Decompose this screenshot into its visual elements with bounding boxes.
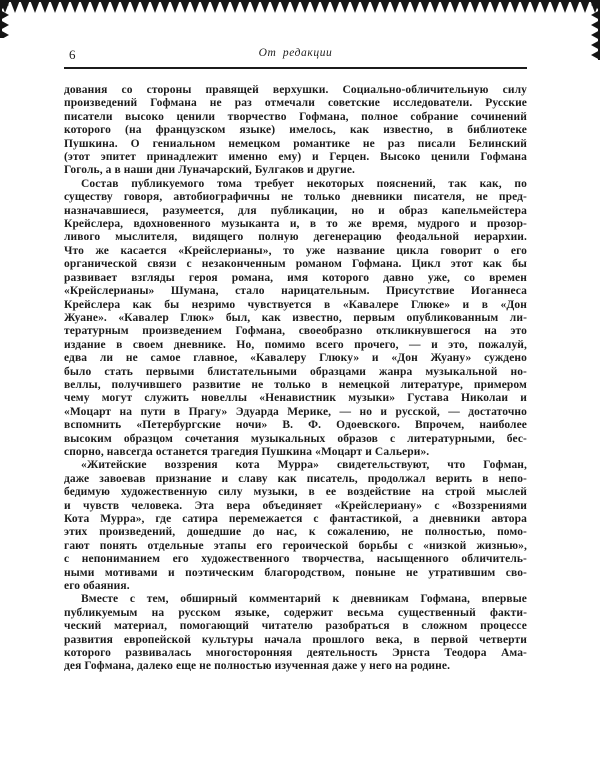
body-text [64, 84, 527, 674]
text-line: которого развивалась многосторонняя деятельность Эрнста Теодора Ама- [64, 647, 527, 660]
text-line: вспомнить «Петербургские ночи» В. Ф. Одоевского. Впрочем, наиболее [64, 419, 527, 432]
text-line: (этот эпитет принадлежит именно ему) и Герцен. Высоко ценили Гофмана [64, 151, 527, 164]
text-line: «Моцарт на пути в Прагу» Эдуарда Мерике, — но и русской, — достаточно [64, 405, 527, 418]
paragraph [64, 593, 527, 673]
text-line: дования со стороны правящей верхушки. Социально-обличительную силу [64, 84, 527, 96]
header-rule [64, 67, 527, 69]
scan-edge-right [591, 0, 600, 60]
text-line: развития европейской культуры начала прошлого века, в первой четверти [64, 633, 527, 646]
text-line: «Житейские воззрения кота Мурра» свидетельствуют, что Гофман, [81, 459, 527, 472]
paragraph [64, 178, 527, 460]
text-line: с непониманием его художественного творчества, насыщенного обличитель- [64, 553, 527, 566]
text-line: Состав публикуемого тома требует некоторых пояснений, так как, по [81, 177, 527, 190]
text-line: бедимую художественную силу музыки, в ее воздействие на строй мыслей [64, 486, 527, 499]
text-line: тературным произведением Гофмана, своеобразно откликнувшегося на это [64, 325, 527, 338]
text-line: писатели высоко ценили творчество Гофмана, полное собрание сочинений [64, 110, 527, 123]
text-line: назначавшиеся, разумеется, для публикации, но и образ капельмейстера [64, 204, 527, 217]
paragraph [64, 84, 527, 178]
text-line: органической связи с незаконченным романом Гофмана. Цикл этот как бы [64, 258, 527, 271]
text-line: «Крейслерианы» Шумана, стало нарицательным. Присутствие Иоганнеса [64, 285, 527, 298]
text-line: едва ли не самое главное, «Кавалеру Глюку» и «Дон Жуану» суждено [64, 352, 527, 365]
text-line: высоким образцом сочетания музыкальных образов с литературными, бес- [64, 432, 527, 445]
text-line: Вместе с тем, обширный комментарий к дневникам Гофмана, впервые [81, 593, 527, 606]
text-line: ческий материал, помогающий читателю разобраться в сложном процессе [64, 620, 527, 633]
text-line: Крейслера как бы незримо чувствуется в «Кавалере Глюке» и в «Дон [64, 298, 527, 311]
page-number: 6 [69, 47, 76, 62]
text-line: и чувств человека. Эта вера объединяет «Крейслериану» с «Воззрениями [64, 499, 527, 512]
text-line: издание в своем дневнике. Но, помимо всего прочего, — и это, пожалуй, [64, 338, 527, 351]
text-line: Крейслера, вдохновенного музыканта и, в то же время, мудрого и прозор- [64, 218, 527, 231]
text-line: Пушкина. О гениальном немецком романтике не раз писали Белинский [64, 137, 527, 150]
text-line: ливого мыслителя, видящего полную дегенерацию феодальной иерархии. [64, 231, 527, 244]
text-line: этих произведений, дошедшие до нас, к сожалению, не полностью, помо- [64, 526, 527, 539]
text-line: гают понять отдельные этапы его героической борьбы с «низкой жизнью», [64, 539, 527, 552]
text-line: спорно, навсегда останется трагедия Пушкина «Моцарт и Сальери». [64, 445, 430, 458]
text-line: Что же касается «Крейслерианы», то уже название цикла говорит о его [64, 244, 527, 257]
text-line: публикуемым на русском языке, содержит весьма существенный факти- [64, 606, 527, 619]
text-line: Жуане». «Кавалер Глюк» был, как известно, первым опубликованным ли- [64, 311, 527, 324]
scan-edge-top [0, 0, 600, 13]
page-header [64, 47, 527, 71]
text-line: Кота Мурра», где сатира перемежается с фантастикой, а дневники автора [64, 513, 527, 525]
text-line: веллы, получившего развитие не только в немецкой литературе, примером [64, 378, 527, 391]
text-line: существу говоря, автобиографичны не только дневники писателя, не пред- [64, 191, 527, 204]
text-line: дея Гофмана, далеко еще не полностью изученная даже у него на родине. [64, 660, 451, 673]
text-line: его обаяния. [64, 580, 130, 593]
text-line: чему могут служить новеллы «Ненавистник музыки» Густава Николаи и [64, 392, 527, 405]
text-line: развивает взгляды героя романа, имя которого давно уже, со времен [64, 271, 527, 284]
paragraph [64, 459, 527, 593]
text-line: было стать первыми блистательными образцами жанра музыкальной но- [64, 365, 527, 378]
text-line: которого (на французском языке) имелось, как известно, в библиотеке [64, 124, 527, 137]
text-line: даже завоевав признание и славу как писатель, продолжал верить в непо- [64, 472, 527, 485]
running-head: От редакции [258, 47, 333, 59]
text-line: Гоголь, а в наши дни Луначарский, Булгаков и другие. [64, 164, 355, 177]
text-line: ными мотивами и поэтическим благородством, поныне не утратившим сво- [64, 566, 527, 579]
text-line: произведений Гофмана не раз отмечали советские исследователи. Русские [64, 97, 527, 110]
scan-edge-left [0, 0, 9, 38]
